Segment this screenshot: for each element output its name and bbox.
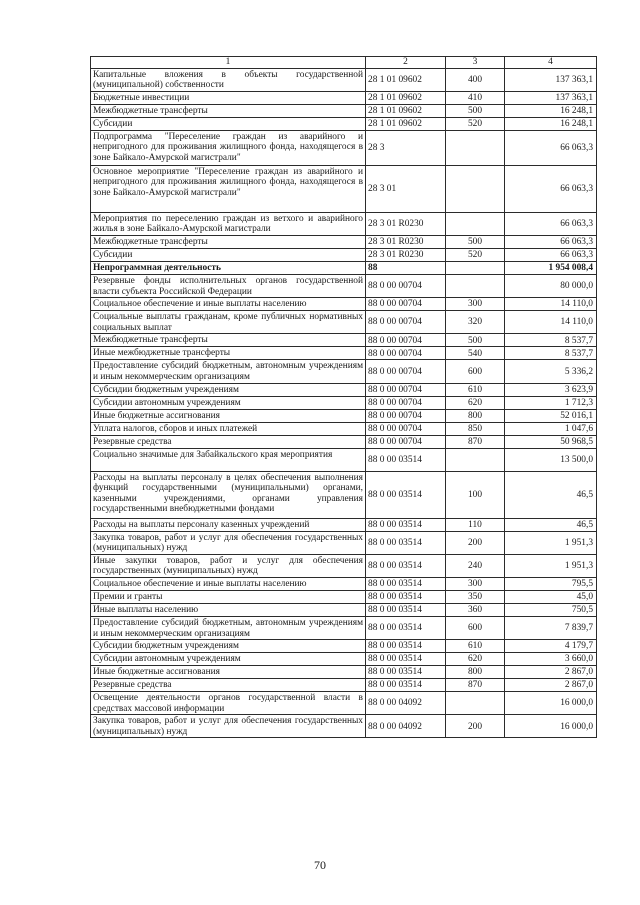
row-code-cell: 88 0 00 00704	[366, 274, 446, 297]
row-expense-type-cell: 850	[446, 422, 505, 435]
row-name-cell: Иные бюджетные ассигнования	[91, 666, 366, 679]
row-name-cell: Субсидии бюджетным учреждениям	[91, 640, 366, 653]
row-expense-type-cell: 240	[446, 554, 505, 577]
row-amount-cell: 137 363,1	[505, 91, 597, 104]
row-amount-cell: 80 000,0	[505, 274, 597, 297]
row-code-cell: 28 3 01 R0230	[366, 235, 446, 248]
row-expense-type-cell: 620	[446, 396, 505, 409]
table-row	[91, 91, 597, 104]
row-code-cell: 88 0 00 03514	[366, 518, 446, 531]
row-amount-cell: 3 660,0	[505, 653, 597, 666]
row-name-cell: Резервные средства	[91, 435, 366, 448]
table-row	[91, 360, 597, 383]
row-code-cell: 88 0 00 00704	[366, 409, 446, 422]
table-row	[91, 311, 597, 334]
row-amount-cell: 16 000,0	[505, 715, 597, 738]
row-amount-cell: 16 000,0	[505, 692, 597, 715]
budget-table	[90, 56, 597, 738]
row-expense-type-cell: 110	[446, 518, 505, 531]
table-row	[91, 471, 597, 518]
row-amount-cell: 7 839,7	[505, 616, 597, 639]
row-name-cell: Межбюджетные трансферты	[91, 104, 366, 117]
table-row	[91, 409, 597, 422]
row-name-cell: Иные бюджетные ассигнования	[91, 409, 366, 422]
row-name-cell: Расходы на выплаты персоналу в целях обеспечения выполнения функций государственными (муниципальными) органами, казенными учреждениями, органами управления государственными внебюджетными фондами	[91, 471, 366, 518]
row-amount-cell: 750,5	[505, 603, 597, 616]
column-header-name: 1	[91, 57, 366, 69]
row-expense-type-cell: 410	[446, 91, 505, 104]
row-amount-cell: 1 951,3	[505, 554, 597, 577]
row-amount-cell: 66 063,3	[505, 248, 597, 261]
row-code-cell: 28 3	[366, 130, 446, 165]
table-row	[91, 435, 597, 448]
row-amount-cell: 795,5	[505, 577, 597, 590]
row-name-cell: Предоставление субсидий бюджетным, автономным учреждениям и иным некоммерческим организациям	[91, 616, 366, 639]
row-expense-type-cell	[446, 212, 505, 235]
row-name-cell: Социальное обеспечение и иные выплаты населению	[91, 577, 366, 590]
row-name-cell: Освещение деятельности органов государственной власти в средствах массовой информации	[91, 692, 366, 715]
row-expense-type-cell: 540	[446, 347, 505, 360]
column-header-amount: 4	[505, 57, 597, 69]
table-row	[91, 653, 597, 666]
row-amount-cell: 46,5	[505, 471, 597, 518]
row-code-cell: 88 0 00 04092	[366, 715, 446, 738]
row-expense-type-cell: 520	[446, 117, 505, 130]
table-row	[91, 715, 597, 738]
row-amount-cell: 52 016,1	[505, 409, 597, 422]
table-row	[91, 448, 597, 471]
row-code-cell: 88 0 00 03514	[366, 603, 446, 616]
row-code-cell: 88 0 00 03514	[366, 653, 446, 666]
table-row	[91, 117, 597, 130]
row-amount-cell: 2 867,0	[505, 666, 597, 679]
row-code-cell: 88 0 00 00704	[366, 396, 446, 409]
table-row	[91, 248, 597, 261]
row-amount-cell: 50 968,5	[505, 435, 597, 448]
row-name-cell: Субсидии бюджетным учреждениям	[91, 383, 366, 396]
table-row	[91, 347, 597, 360]
row-code-cell: 88 0 00 03514	[366, 554, 446, 577]
row-amount-cell: 1 954 008,4	[505, 261, 597, 274]
page-number: 70	[314, 858, 326, 872]
row-amount-cell: 3 623,9	[505, 383, 597, 396]
table-row	[91, 68, 597, 91]
row-code-cell: 28 1 01 09602	[366, 104, 446, 117]
row-name-cell: Капитальные вложения в объекты государственной (муниципальной) собственности	[91, 68, 366, 91]
row-expense-type-cell: 870	[446, 679, 505, 692]
row-name-cell: Субсидии автономным учреждениям	[91, 653, 366, 666]
table-row	[91, 692, 597, 715]
header-row	[91, 57, 597, 69]
row-code-cell: 88 0 00 03514	[366, 666, 446, 679]
row-expense-type-cell: 500	[446, 104, 505, 117]
table-row	[91, 640, 597, 653]
row-expense-type-cell	[446, 165, 505, 212]
row-amount-cell: 8 537,7	[505, 347, 597, 360]
row-code-cell: 28 1 01 09602	[366, 91, 446, 104]
table-row	[91, 130, 597, 165]
table-row	[91, 603, 597, 616]
row-expense-type-cell: 300	[446, 577, 505, 590]
row-expense-type-cell	[446, 274, 505, 297]
table-row	[91, 679, 597, 692]
row-name-cell: Иные межбюджетные трансферты	[91, 347, 366, 360]
table-row	[91, 590, 597, 603]
table-row	[91, 334, 597, 347]
table-row	[91, 396, 597, 409]
table-body	[91, 68, 597, 738]
row-expense-type-cell	[446, 692, 505, 715]
row-expense-type-cell: 300	[446, 298, 505, 311]
row-name-cell: Закупка товаров, работ и услуг для обеспечения государственных (муниципальных) нужд	[91, 715, 366, 738]
table-row	[91, 383, 597, 396]
row-amount-cell: 8 537,7	[505, 334, 597, 347]
row-name-cell: Иные закупки товаров, работ и услуг для обеспечения государственных (муниципальных) нужд	[91, 554, 366, 577]
row-expense-type-cell: 400	[446, 68, 505, 91]
row-amount-cell: 1 047,6	[505, 422, 597, 435]
row-amount-cell: 45,0	[505, 590, 597, 603]
row-name-cell: Межбюджетные трансферты	[91, 334, 366, 347]
row-code-cell: 88 0 00 03514	[366, 590, 446, 603]
row-expense-type-cell	[446, 130, 505, 165]
table-row	[91, 235, 597, 248]
row-code-cell: 88 0 00 03514	[366, 640, 446, 653]
row-expense-type-cell: 350	[446, 590, 505, 603]
row-code-cell: 88 0 00 00704	[366, 422, 446, 435]
row-code-cell: 88 0 00 03514	[366, 616, 446, 639]
row-code-cell: 28 1 01 09602	[366, 117, 446, 130]
row-expense-type-cell: 870	[446, 435, 505, 448]
row-code-cell: 88 0 00 00704	[366, 347, 446, 360]
row-code-cell: 88 0 00 00704	[366, 360, 446, 383]
table-header	[91, 57, 597, 69]
row-expense-type-cell: 800	[446, 409, 505, 422]
row-expense-type-cell: 610	[446, 383, 505, 396]
row-expense-type-cell: 200	[446, 531, 505, 554]
row-code-cell: 88 0 00 03514	[366, 471, 446, 518]
row-name-cell: Субсидии автономным учреждениям	[91, 396, 366, 409]
table-row	[91, 261, 597, 274]
row-expense-type-cell: 620	[446, 653, 505, 666]
row-amount-cell: 16 248,1	[505, 104, 597, 117]
row-expense-type-cell: 200	[446, 715, 505, 738]
row-code-cell: 88 0 00 04092	[366, 692, 446, 715]
row-name-cell: Предоставление субсидий бюджетным, автономным учреждениям и иным некоммерческим организациям	[91, 360, 366, 383]
table-row	[91, 531, 597, 554]
row-name-cell: Бюджетные инвестиции	[91, 91, 366, 104]
row-expense-type-cell: 800	[446, 666, 505, 679]
row-amount-cell: 66 063,3	[505, 165, 597, 212]
row-name-cell: Уплата налогов, сборов и иных платежей	[91, 422, 366, 435]
row-expense-type-cell: 610	[446, 640, 505, 653]
table-row	[91, 104, 597, 117]
row-code-cell: 28 1 01 09602	[366, 68, 446, 91]
row-code-cell: 88 0 00 00704	[366, 334, 446, 347]
table-row	[91, 554, 597, 577]
row-amount-cell: 1 951,3	[505, 531, 597, 554]
row-name-cell: Резервные фонды исполнительных органов государственной власти субъекта Российской Федерации	[91, 274, 366, 297]
table-row	[91, 616, 597, 639]
row-code-cell: 88 0 00 03514	[366, 577, 446, 590]
table-row	[91, 298, 597, 311]
row-amount-cell: 13 500,0	[505, 448, 597, 471]
table-row	[91, 212, 597, 235]
row-expense-type-cell: 360	[446, 603, 505, 616]
row-code-cell: 28 3 01	[366, 165, 446, 212]
row-code-cell: 28 3 01 R0230	[366, 212, 446, 235]
column-header-code: 2	[366, 57, 446, 69]
row-amount-cell: 16 248,1	[505, 117, 597, 130]
row-name-cell: Социально значимые для Забайкальского края мероприятия	[91, 448, 366, 471]
row-expense-type-cell: 520	[446, 248, 505, 261]
row-amount-cell: 66 063,3	[505, 130, 597, 165]
row-amount-cell: 66 063,3	[505, 212, 597, 235]
table-row	[91, 666, 597, 679]
row-code-cell: 88 0 00 03514	[366, 531, 446, 554]
row-amount-cell: 2 867,0	[505, 679, 597, 692]
row-amount-cell: 5 336,2	[505, 360, 597, 383]
row-name-cell: Расходы на выплаты персоналу казенных учреждений	[91, 518, 366, 531]
row-expense-type-cell: 500	[446, 235, 505, 248]
row-expense-type-cell: 600	[446, 616, 505, 639]
row-amount-cell: 46,5	[505, 518, 597, 531]
row-name-cell: Основное мероприятие "Переселение граждан из аварийного и непригодного для проживания жилищного фонда, находящегося в зоне Байкало-Амурской магистрали"	[91, 165, 366, 212]
table-row	[91, 422, 597, 435]
row-code-cell: 88 0 00 00704	[366, 383, 446, 396]
row-name-cell: Субсидии	[91, 117, 366, 130]
table-row	[91, 165, 597, 212]
row-name-cell: Субсидии	[91, 248, 366, 261]
row-code-cell: 28 3 01 R0230	[366, 248, 446, 261]
row-code-cell: 88 0 00 00704	[366, 435, 446, 448]
row-amount-cell: 4 179,7	[505, 640, 597, 653]
row-expense-type-cell	[446, 448, 505, 471]
row-code-cell: 88 0 00 00704	[366, 298, 446, 311]
row-expense-type-cell	[446, 261, 505, 274]
row-code-cell: 88 0 00 03514	[366, 448, 446, 471]
row-code-cell: 88 0 00 03514	[366, 679, 446, 692]
table-row	[91, 577, 597, 590]
row-name-cell: Мероприятия по переселению граждан из ветхого и аварийного жилья в зоне Байкало-Амурской магистрали	[91, 212, 366, 235]
row-name-cell: Премии и гранты	[91, 590, 366, 603]
row-name-cell: Межбюджетные трансферты	[91, 235, 366, 248]
row-name-cell: Непрограммная деятельность	[91, 261, 366, 274]
row-amount-cell: 14 110,0	[505, 298, 597, 311]
row-code-cell: 88 0 00 00704	[366, 311, 446, 334]
row-expense-type-cell: 500	[446, 334, 505, 347]
row-amount-cell: 14 110,0	[505, 311, 597, 334]
row-amount-cell: 1 712,3	[505, 396, 597, 409]
row-expense-type-cell: 600	[446, 360, 505, 383]
row-name-cell: Иные выплаты населению	[91, 603, 366, 616]
row-code-cell: 88	[366, 261, 446, 274]
row-amount-cell: 66 063,3	[505, 235, 597, 248]
row-name-cell: Социальное обеспечение и иные выплаты населению	[91, 298, 366, 311]
row-name-cell: Социальные выплаты гражданам, кроме публичных нормативных социальных выплат	[91, 311, 366, 334]
table-row	[91, 274, 597, 297]
row-name-cell: Подпрограмма "Переселение граждан из аварийного и непригодного для проживания жилищного фонда, находящегося в зоне Байкало-Амурской магистрали"	[91, 130, 366, 165]
row-name-cell: Закупка товаров, работ и услуг для обеспечения государственных (муниципальных) нужд	[91, 531, 366, 554]
row-expense-type-cell: 320	[446, 311, 505, 334]
column-header-expense-type: 3	[446, 57, 505, 69]
row-amount-cell: 137 363,1	[505, 68, 597, 91]
row-name-cell: Резервные средства	[91, 679, 366, 692]
row-expense-type-cell: 100	[446, 471, 505, 518]
table-row	[91, 518, 597, 531]
